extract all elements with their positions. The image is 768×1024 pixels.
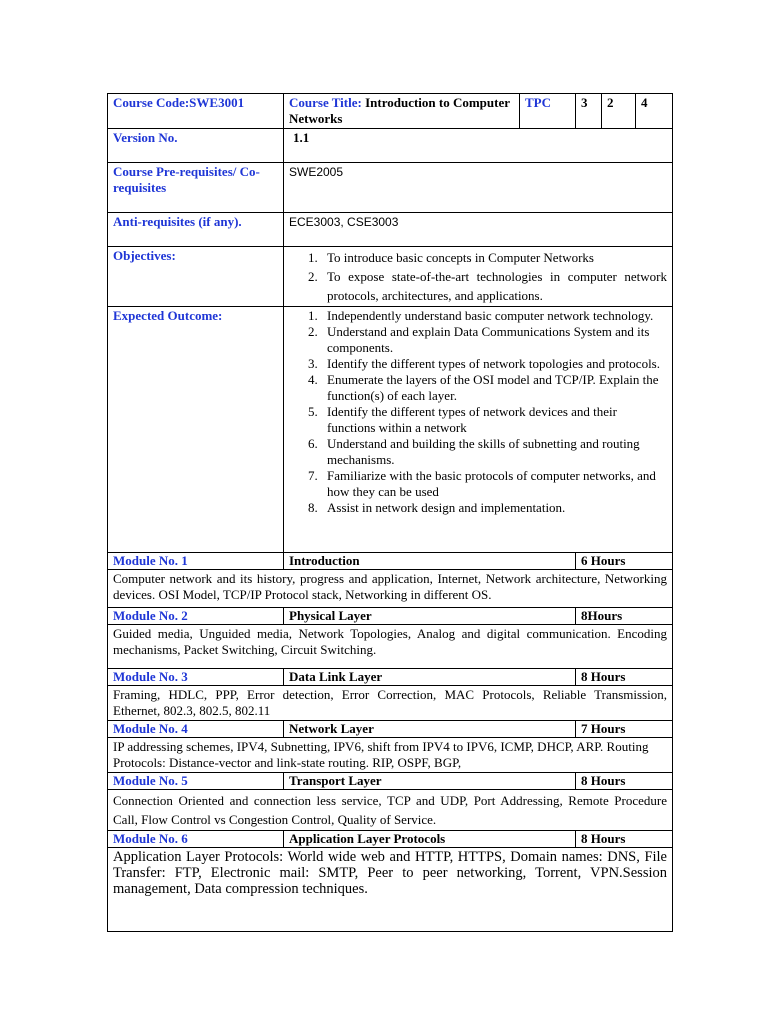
syllabus-table bbox=[107, 93, 673, 932]
prerequisites-label: Course Pre-requisites/ Co-requisites bbox=[108, 163, 284, 213]
module-hours: 8 Hours bbox=[576, 669, 673, 686]
course-header-row bbox=[108, 94, 673, 129]
outcomes-label: Expected Outcome: bbox=[108, 307, 284, 553]
outcomes-list bbox=[289, 308, 667, 516]
module-content: Computer network and its history, progress and application, Internet, Network architecture, Networking devices. OSI Model, TCP/IP Protocol stack, Networking in different OS. bbox=[108, 570, 673, 608]
course-title: Introduction to Computer Networks bbox=[289, 95, 510, 126]
module-hours: 8 Hours bbox=[576, 773, 673, 790]
objectives-row bbox=[108, 247, 673, 307]
module-number: Module No. 2 bbox=[108, 608, 284, 625]
module-number: Module No. 1 bbox=[108, 553, 284, 570]
outcome-item: 6. Understand and building the skills of subnetting and routing mechanisms. bbox=[321, 436, 667, 468]
module-hours: 7 Hours bbox=[576, 721, 673, 738]
outcomes-row bbox=[108, 307, 673, 553]
tpc-practical: 2 bbox=[602, 94, 636, 129]
version-row bbox=[108, 129, 673, 163]
module-title: Transport Layer bbox=[284, 773, 576, 790]
module-hours: 8Hours bbox=[576, 608, 673, 625]
module-content-row bbox=[108, 625, 673, 669]
module-title: Introduction bbox=[284, 553, 576, 570]
module-content: Application Layer Protocols: World wide web and HTTP, HTTPS, Domain names: DNS, File Transfer: FTP, Electronic mail: SMTP, Peer to peer networking, Torrent, VPN.Session management, Data compression techniques. bbox=[108, 848, 673, 932]
prerequisites-value: SWE2005 bbox=[284, 163, 673, 213]
course-title-label: Course Title: bbox=[289, 95, 362, 110]
outcome-item: 2. Understand and explain Data Communications System and its components. bbox=[321, 324, 667, 356]
module-number: Module No. 6 bbox=[108, 831, 284, 848]
module-content-row bbox=[108, 738, 673, 773]
antirequisites-value: ECE3003, CSE3003 bbox=[284, 213, 673, 247]
module-hours: 8 Hours bbox=[576, 831, 673, 848]
outcome-item: 5. Identify the different types of network devices and their functions within a network bbox=[321, 404, 667, 436]
outcome-item: 3. Identify the different types of network topologies and protocols. bbox=[321, 356, 667, 372]
module-header-row bbox=[108, 721, 673, 738]
module-number: Module No. 5 bbox=[108, 773, 284, 790]
outcome-item: 8. Assist in network design and implementation. bbox=[321, 500, 667, 516]
module-header-row bbox=[108, 608, 673, 625]
objective-item: 1. To introduce basic concepts in Computer Networks bbox=[321, 248, 667, 267]
module-content-row bbox=[108, 848, 673, 932]
objectives-cell bbox=[284, 247, 673, 307]
module-number: Module No. 4 bbox=[108, 721, 284, 738]
course-code: Course Code:SWE3001 bbox=[108, 94, 284, 129]
module-title: Network Layer bbox=[284, 721, 576, 738]
module-content: Framing, HDLC, PPP, Error detection, Error Correction, MAC Protocols, Reliable Transmission, Ethernet, 802.3, 802.5, 802.11 bbox=[108, 686, 673, 721]
module-content-row bbox=[108, 570, 673, 608]
module-header-row bbox=[108, 773, 673, 790]
module-hours: 6 Hours bbox=[576, 553, 673, 570]
module-content: IP addressing schemes, IPV4, Subnetting, IPV6, shift from IPV4 to IPV6, ICMP, DHCP, ARP. Routing Protocols: Distance-vector and link-state routing. RIP, OSPF, BGP, bbox=[108, 738, 673, 773]
module-content-row bbox=[108, 790, 673, 831]
module-content-row bbox=[108, 686, 673, 721]
tpc-credits: 4 bbox=[636, 94, 673, 129]
course-title-cell bbox=[284, 94, 520, 129]
objectives-list bbox=[289, 248, 667, 305]
module-header-row bbox=[108, 669, 673, 686]
prerequisites-row bbox=[108, 163, 673, 213]
tpc-theory: 3 bbox=[576, 94, 602, 129]
module-title: Physical Layer bbox=[284, 608, 576, 625]
outcome-item: 7. Familiarize with the basic protocols of computer networks, and how they can be used bbox=[321, 468, 667, 500]
objectives-label: Objectives: bbox=[108, 247, 284, 307]
version-value: 1.1 bbox=[284, 129, 673, 163]
tpc-label: TPC bbox=[520, 94, 576, 129]
module-header-row bbox=[108, 831, 673, 848]
module-content: Connection Oriented and connection less service, TCP and UDP, Port Addressing, Remote Procedure Call, Flow Control vs Congestion Control, Quality of Service. bbox=[108, 790, 673, 831]
version-label: Version No. bbox=[108, 129, 284, 163]
module-title: Data Link Layer bbox=[284, 669, 576, 686]
antirequisites-row bbox=[108, 213, 673, 247]
module-title: Application Layer Protocols bbox=[284, 831, 576, 848]
module-content: Guided media, Unguided media, Network Topologies, Analog and digital communication. Encoding mechanisms, Packet Switching, Circuit Switching. bbox=[108, 625, 673, 669]
antirequisites-label: Anti-requisites (if any). bbox=[108, 213, 284, 247]
objective-item: 2. To expose state-of-the-art technologies in computer network protocols, architectures, and applications. bbox=[321, 267, 667, 305]
outcomes-cell bbox=[284, 307, 673, 553]
outcome-item: 1. Independently understand basic computer network technology. bbox=[321, 308, 667, 324]
module-header-row bbox=[108, 553, 673, 570]
module-number: Module No. 3 bbox=[108, 669, 284, 686]
outcome-item: 4. Enumerate the layers of the OSI model and TCP/IP. Explain the function(s) of each layer. bbox=[321, 372, 667, 404]
